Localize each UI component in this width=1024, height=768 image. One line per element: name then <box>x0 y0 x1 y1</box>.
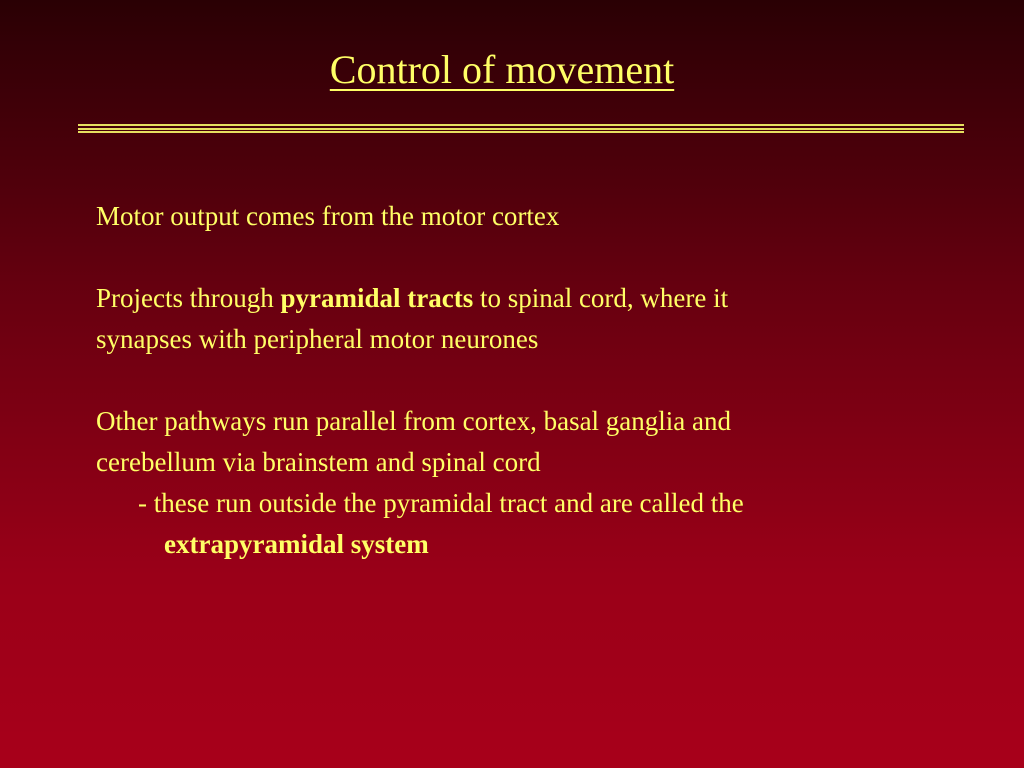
paragraph-motor-output <box>96 196 926 237</box>
bold-term-extrapyramidal-system <box>96 529 429 559</box>
slide-title: Control of movement <box>329 47 675 92</box>
title-divider <box>78 124 964 133</box>
indented-note: - these run outside the pyramidal tract and are called the <box>138 488 744 518</box>
paragraph-text: Projects through <box>96 283 281 313</box>
paragraph-text: Motor output comes from the motor cortex <box>96 201 560 231</box>
bold-term-pyramidal-tracts: pyramidal tracts <box>280 283 474 313</box>
paragraph-text: Other pathways run parallel from cortex, basal ganglia and <box>96 406 732 436</box>
paragraph-text: to spinal cord, where it <box>473 283 729 313</box>
paragraph-text: cerebellum via brainstem and spinal cord <box>96 447 541 477</box>
bold-term-text: extrapyramidal system <box>164 529 429 559</box>
paragraph-other-pathways <box>96 401 926 565</box>
paragraph-pyramidal <box>96 278 926 360</box>
slide-body <box>96 196 926 565</box>
paragraph-text: synapses with peripheral motor neurones <box>96 324 539 354</box>
